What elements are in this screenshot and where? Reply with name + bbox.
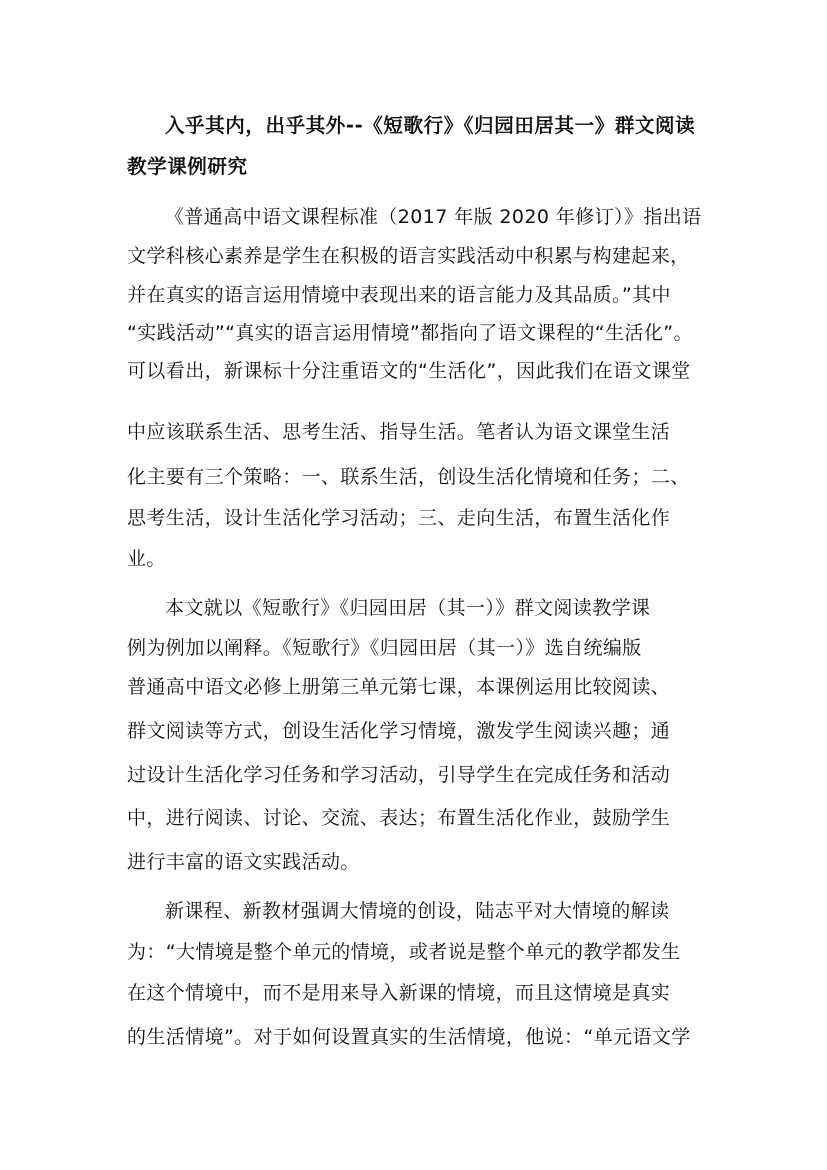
paragraph-line: 过设计生活化学习任务和学习活动，引导学生在完成任务和活动 xyxy=(127,764,671,786)
paragraph-line: 普通高中语文必修上册第三单元第七课，本课例运用比较阅读、 xyxy=(127,676,671,698)
paragraph-line: 中，进行阅读、讨论、交流、表达；布置生活化作业，鼓励学生 xyxy=(127,807,671,829)
paragraph-line: 新课程、新教材强调大情境的创设，陆志平对大情境的解读 xyxy=(165,900,670,922)
paragraph-line: 业。 xyxy=(127,548,166,570)
paragraph-line: 并在真实的语言运用情境中表现出来的语言能力及其品质。”其中 xyxy=(127,284,671,306)
paragraph-line: 例为例加以阐释。《短歌行》《归园田居（其一）》选自统编版 xyxy=(127,637,642,659)
paragraph-line: 的生活情境”。对于如何设置真实的生活情境，他说：“单元语文学 xyxy=(127,1026,691,1048)
paragraph-line: 本文就以《短歌行》《归园田居（其一）》群文阅读教学课 xyxy=(165,597,651,619)
paragraph-line: 为：“大情境是整个单元的情境，或者说是整个单元的教学都发生 xyxy=(127,941,681,963)
paragraph-line: 思考生活，设计生活化学习活动；三、走向生活，布置生活化作 xyxy=(127,507,671,529)
paragraph-line: 可以看出，新课标十分注重语文的“生活化”，因此我们在语文课堂 xyxy=(127,360,691,382)
paragraph-line: 化主要有三个策略：一、联系生活，创设生活化情境和任务；二、 xyxy=(127,466,690,488)
paragraph-line: 进行丰富的语文实践活动。 xyxy=(127,851,360,873)
paragraph-line: “实践活动”“真实的语言运用情境”都指向了语文课程的“生活化”。 xyxy=(127,322,693,344)
paragraph-line: 《普通高中语文课程标准（2017 年版 2020 年修订）》指出语 xyxy=(165,206,702,228)
document-title-line-1: 入乎其内，出乎其外--《短歌行》《归园田居其一》群文阅读 xyxy=(165,114,696,137)
paragraph-line: 中应该联系生活、思考生活、指导生活。笔者认为语文课堂生活 xyxy=(127,421,671,443)
document-title-line-2: 教学课例研究 xyxy=(127,155,248,178)
paragraph-line: 群文阅读等方式，创设生活化学习情境，激发学生阅读兴趣；通 xyxy=(127,720,671,742)
paragraph-line: 文学科核心素养是学生在积极的语言实践活动中积累与构建起来， xyxy=(127,245,690,267)
paragraph-line: 在这个情境中，而不是用来导入新课的情境，而且这情境是真实 xyxy=(127,982,671,1004)
